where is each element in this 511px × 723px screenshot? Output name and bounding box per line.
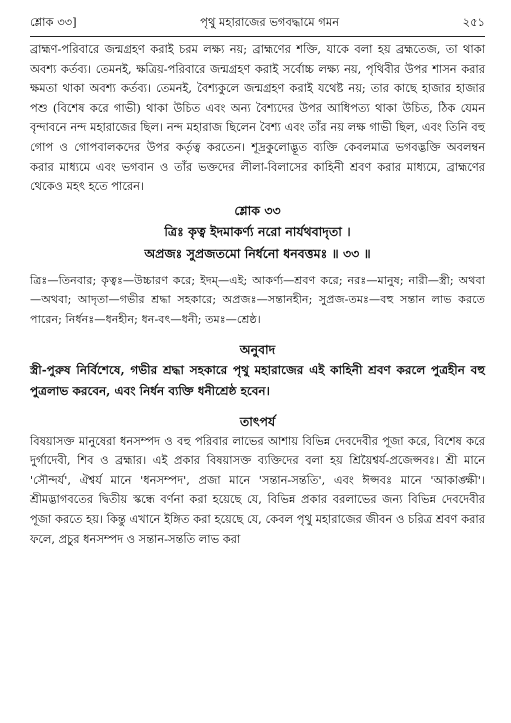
purport-text: বিষয়াসক্ত মানুষেরা ধনসম্পদ ও বহু পরিবার লাভের আশায় বিভিন্ন দেবদেবীর পূজা করে, বিশেষ করে দুর্গাদেবী, শিব ও ব্রহ্মার। এই প্রকার বিষয়াসক্ত ব্যক্তিদের বলা হয় শ্রিয়ৈশ্বর্য-প্রজেপ্সবঃ। শ্রী মানে 'সৌন্দর্য', ঐশ্বর্য মানে 'ধনসম্পদ', প্রজা মানে 'সন্তান-সন্ততি', এবং ঈপ্সবঃ মানে 'আকাঙ্ক্ষী'। শ্রীমদ্ভাগবতের দ্বিতীয় স্কন্ধে বর্ণনা করা হয়েছে যে, বিভিন্ন প্রকার বরলাভের জন্য বিভিন্ন দেবদেবীর পূজা করতে হয়। কিন্তু এখানে ইঙ্গিত করা হয়েছে যে, কেবল পৃথু মহারাজের জীবন ও চরিত্র শ্রবণ করার ফলে, প্রচুর ধনসম্পদ ও সন্তান-সন্ততি লাভ করা	[30, 433, 485, 546]
verse-heading: শ্লোক ৩৩	[234, 202, 281, 218]
book-page	[30, 14, 485, 549]
verse-line-2: অপ্রজঃ সুপ্রজতমো নির্ধনো ধনবত্তমঃ ॥ ৩৩ ॥	[144, 245, 371, 261]
translation-text: স্ত্রী-পুরুষ নির্বিশেষে, গভীর শ্রদ্ধা সহকারে পৃথু মহারাজের এই কাহিনী শ্রবণ করলে পুত্রহীন বহু পুত্রলাভ করবেন, এবং নির্ধন ব্যক্তি ধনীশ্রেষ্ঠ হবেন।	[30, 362, 485, 398]
verse-line-1: ত্রিঃ কৃত্ব ইদমাকর্ণ্য নরো নার্যথবাদৃতা ।	[164, 223, 351, 239]
translation-heading: অনুবাদ	[239, 341, 276, 357]
intro-paragraph: ব্রাহ্মণ-পরিবারে জন্মগ্রহণ করাই চরম লক্ষ্য নয়; ব্রাহ্মণের শক্তি, যাকে বলা হয় ব্রহ্মতেজ, তা থাকা অবশ্য কর্তব্য। তেমনই, ক্ষত্রিয়-পরিবারে জন্মগ্রহণ করাই সর্বোচ্চ লক্ষ্য নয়, পৃথিবীর উপর শাসন করার ক্ষমতা থাকা অবশ্য কর্তব্য। তেমনই, বৈশ্যকুলে জন্মগ্রহণ করাই যথেষ্ট নয়; তার কাছে হাজার হাজার পশু (বিশেষ করে গাভী) থাকা উচিত এবং অন্য বৈশ্যদের উপর আধিপত্য থাকা উচিত, ঠিক যেমন বৃন্দাবনে নন্দ মহারাজের ছিল। নন্দ মহারাজ ছিলেন বৈশ্য এবং তাঁর নয় লক্ষ গাভী ছিল, এবং তিনি বহু গোপ ও গোপবালকদের উপর কর্তৃত্ব করতেন। শূদ্রকুলোদ্ভূত ব্যক্তি কেবলমাত্র ভগবদ্ভক্তি অবলম্বন করার মাধ্যমে এবং ভগবান ও তাঁর ভক্তদের লীলা-বিলাসের কাহিনী শ্রবণ করার মাধ্যমে, ব্রাহ্মণের থেকেও মহৎ হতে পারেন।	[30, 42, 485, 194]
page-number: ২৫১	[462, 15, 485, 29]
purport-heading: তাৎপর্য	[239, 413, 276, 429]
header-chapter-title: পৃথু মহারাজের ভগবদ্ধামে গমন	[200, 15, 340, 29]
synonyms: ত্রিঃ—তিনবার; কৃত্বঃ—উচ্চারণ করে; ইদম্—এই; আকর্ণ্য—শ্রবণ করে; নরঃ—মানুষ; নারী—স্ত্রী; অথবা—অথবা; আদৃতা—গভীর শ্রদ্ধা সহকারে; অপ্রজঃ—সন্তানহীন; সুপ্রজ-তমঃ—বহু সন্তান লাভ করতে পারেন; নির্ধনঃ—ধনহীন; ধন-বৎ—ধনী; তমঃ—শ্রেষ্ঠ।	[30, 273, 485, 326]
header-verse-ref: শ্লোক ৩৩]	[30, 15, 77, 29]
running-header	[30, 14, 485, 37]
